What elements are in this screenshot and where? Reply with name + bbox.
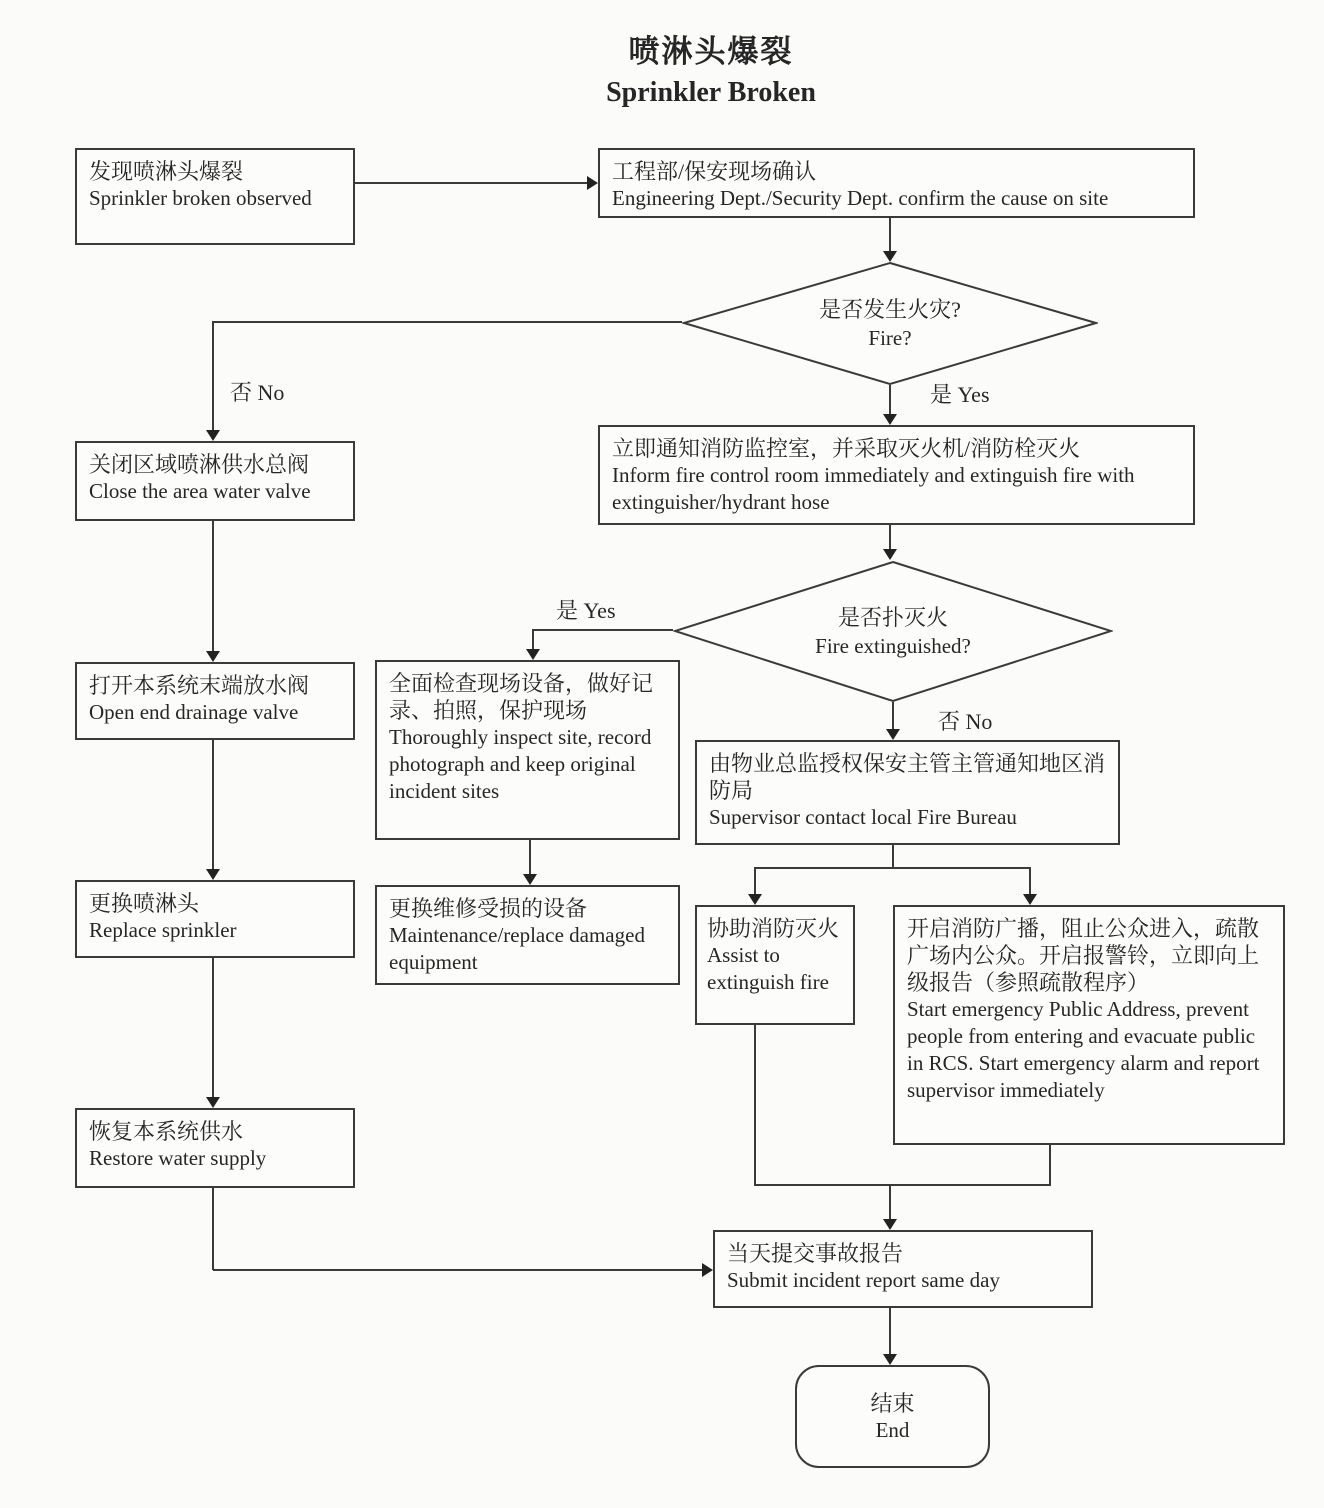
title-english: Sprinkler Broken <box>606 77 816 108</box>
node-text-zh: 结束 <box>870 1390 915 1416</box>
flow-arrowhead <box>526 649 540 660</box>
decision-text-en: Fire extinguished? <box>815 633 971 658</box>
node-text-en: Maintenance/replace damaged equipment <box>389 923 645 974</box>
node-text-zh: 当天提交事故报告 <box>727 1241 904 1266</box>
flow-connector-line <box>213 1269 704 1271</box>
flow-connector-line <box>212 321 214 432</box>
node-text-en: Assist to extinguish fire <box>707 943 829 994</box>
label-extinguished-no: 否 No <box>938 709 993 734</box>
node-text-en: Start emergency Public Address, prevent people from entering and evacuate public in RCS. Start emergency alarm and report supervisor immediately <box>907 997 1260 1102</box>
flow-arrowhead <box>1023 894 1037 905</box>
flow-connector-line <box>533 629 673 631</box>
flow-arrowhead <box>886 729 900 740</box>
flow-connector-line <box>1049 1145 1051 1186</box>
decision-fire-extinguished <box>673 560 1113 703</box>
flow-arrowhead <box>883 251 897 262</box>
flow-connector-line <box>889 1308 891 1356</box>
node-text-en: Inform fire control room immediately and extinguish fire with extinguisher/hydrant hose <box>612 463 1135 514</box>
flow-connector-line <box>212 1188 214 1270</box>
flow-connector-line <box>212 740 214 871</box>
flow-connector-line <box>355 182 589 184</box>
node-end <box>795 1365 990 1468</box>
flow-connector-line <box>755 867 1030 869</box>
node-text-en: Replace sprinkler <box>89 918 237 942</box>
flow-arrowhead <box>883 1219 897 1230</box>
flow-arrowhead <box>206 1097 220 1108</box>
node-open-drainage-valve <box>75 662 355 740</box>
decision-text-zh: 是否发生火灾? <box>819 296 961 322</box>
node-text-zh: 打开本系统末端放水阀 <box>89 673 310 698</box>
flow-arrowhead <box>883 549 897 560</box>
node-text-zh: 立即通知消防监控室，并采取灭火机/消防栓灭火 <box>612 436 1081 461</box>
node-text-en: Engineering Dept./Security Dept. confirm the cause on site <box>612 186 1109 210</box>
decision-fire <box>682 261 1098 386</box>
node-text-zh: 恢复本系统供水 <box>89 1119 244 1144</box>
flow-connector-line <box>754 1025 756 1186</box>
flow-connector-line <box>889 218 891 253</box>
flow-arrowhead <box>883 414 897 425</box>
flow-arrowhead <box>523 874 537 885</box>
node-text-zh: 更换喷淋头 <box>89 891 200 916</box>
flow-arrowhead <box>748 894 762 905</box>
node-public-address <box>893 905 1285 1145</box>
node-text-zh: 协助消防灭火 <box>707 916 840 941</box>
label-fire-no: 否 No <box>230 380 285 405</box>
node-text-zh: 发现喷淋头爆裂 <box>89 159 244 184</box>
node-text-en: Open end drainage valve <box>89 700 299 724</box>
node-submit-report <box>713 1230 1093 1308</box>
node-text-en: Thoroughly inspect site, record photograph and keep original incident sites <box>389 725 652 803</box>
node-inform-control-room <box>598 425 1195 525</box>
node-text-zh: 全面检查现场设备，做好记录、拍照，保护现场 <box>389 671 654 723</box>
flow-connector-line <box>1029 867 1031 896</box>
flow-arrowhead <box>587 176 598 190</box>
node-confirm-cause <box>598 148 1195 218</box>
node-text-zh: 由物业总监授权保安主管主管通知地区消防局 <box>709 751 1106 803</box>
flow-connector-line <box>755 1184 1051 1186</box>
title-chinese: 喷淋头爆裂 <box>628 34 794 69</box>
label-extinguished-yes: 是 Yes <box>556 598 616 623</box>
node-text-en: Restore water supply <box>89 1146 267 1170</box>
flow-connector-line <box>529 840 531 876</box>
node-text-zh: 开启消防广播，阻止公众进入，疏散广场内公众。开启报警铃，立即向上级报告（参照疏散程序） <box>907 916 1260 995</box>
node-contact-fire-bureau <box>695 740 1120 845</box>
decision-text-en: Fire? <box>868 325 912 350</box>
flow-connector-line <box>889 525 891 551</box>
node-restore-water <box>75 1108 355 1188</box>
node-assist-extinguish <box>695 905 855 1025</box>
label-fire-yes: 是 Yes <box>930 382 990 407</box>
flow-connector-line <box>892 702 894 731</box>
node-maintenance-equipment <box>375 885 680 985</box>
node-sprinkler-observed <box>75 148 355 245</box>
node-text-zh: 更换维修受损的设备 <box>389 896 588 921</box>
flow-arrowhead <box>206 430 220 441</box>
node-replace-sprinkler <box>75 880 355 958</box>
node-text-en: Submit incident report same day <box>727 1268 1000 1292</box>
node-text-zh: 关闭区域喷淋供水总阀 <box>89 452 310 477</box>
node-text-en: Close the area water valve <box>89 479 311 503</box>
node-text-zh: 工程部/保安现场确认 <box>612 159 817 184</box>
flow-connector-line <box>212 521 214 653</box>
flow-connector-line <box>532 629 534 651</box>
node-text-en: Sprinkler broken observed <box>89 186 312 210</box>
flow-arrowhead <box>206 869 220 880</box>
node-text-en: End <box>875 1417 910 1442</box>
flow-connector-line <box>212 958 214 1099</box>
node-close-valve <box>75 441 355 521</box>
flow-connector-line <box>889 385 891 416</box>
flow-arrowhead <box>702 1263 713 1277</box>
node-text-en: Supervisor contact local Fire Bureau <box>709 805 1017 829</box>
decision-text-zh: 是否扑灭火 <box>837 604 948 630</box>
flow-connector-line <box>892 845 894 868</box>
flow-arrowhead <box>883 1354 897 1365</box>
flow-connector-line <box>889 1185 891 1221</box>
flow-connector-line <box>754 867 756 896</box>
node-inspect-site <box>375 660 680 840</box>
flow-arrowhead <box>206 651 220 662</box>
flow-connector-line <box>213 321 682 323</box>
page-title <box>606 26 816 109</box>
